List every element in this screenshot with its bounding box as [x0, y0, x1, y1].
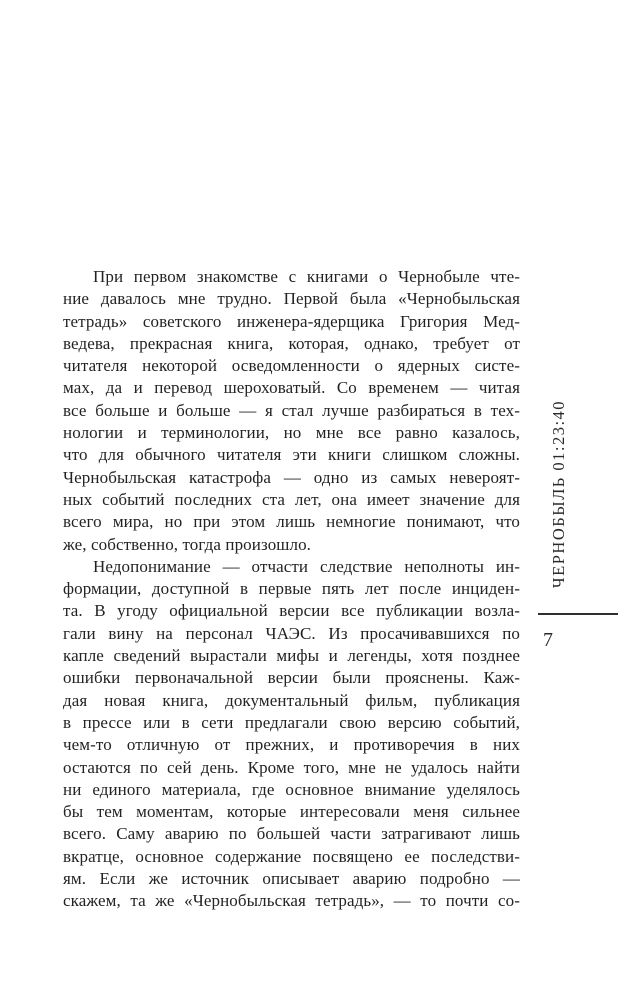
text-line: гали вину на персонал ЧАЭС. Из просачивавшихся по: [63, 623, 520, 643]
body-text: [63, 266, 520, 913]
text-line: ных событий последних ста лет, она имеет значение для: [63, 489, 520, 509]
text-line: читателя некоторой осведомленности о ядерных систе-: [63, 356, 520, 376]
text-line: тетрадь» советского инженера-ядерщика Григория Мед-: [63, 311, 520, 331]
text-line: все больше и больше — я стал лучше разбираться в тех-: [63, 400, 520, 420]
text-line: ни единого материала, где основное внимание уделялось: [63, 779, 520, 799]
text-line: всего мира, но при этом лишь немногие понимают, что: [63, 512, 520, 532]
text-line: что для обычного читателя эти книги слишком сложны.: [63, 445, 520, 465]
text-line: вкратце, основное содержание посвящено ее последстви-: [63, 846, 520, 866]
text-line: остаются по сей день. Кроме того, мне не удалось найти: [63, 757, 520, 777]
text-line: капле сведений вырастали мифы и легенды, хотя позднее: [63, 646, 520, 666]
margin-divider: [538, 613, 618, 615]
text-line: бы тем моментам, которые интересовали меня сильнее: [63, 802, 520, 822]
margin-title-label: ЧЕРНОБЫЛЬ 01:23:40: [549, 399, 568, 589]
text-line: Чернобыльская катастрофа — одно из самых невероят-: [63, 467, 520, 487]
text-line: же, собственно, тогда произошло.: [63, 534, 312, 554]
margin-title: [549, 379, 571, 609]
text-line: ведева, прекрасная книга, которая, однако, требует от: [63, 333, 520, 353]
text-line: в прессе или в сети предлагали свою версию событий,: [63, 712, 520, 732]
text-line: ошибки первоначальной версии были прояснены. Каж-: [63, 668, 520, 688]
page-number: 7: [543, 629, 553, 651]
text-line: мах, да и перевод шероховатый. Со временем — читая: [63, 378, 520, 398]
text-line: При первом знакомстве с книгами о Чернобыле чте-: [93, 267, 520, 286]
text-line: скажем, та же «Чернобыльская тетрадь», — то почти со-: [63, 891, 520, 911]
text-line: чем-то отличную от прежних, и противоречия в них: [63, 735, 520, 755]
text-line: Недопонимание — отчасти следствие неполноты ин-: [93, 556, 520, 576]
text-line: ние давалось мне трудно. Первой была «Чернобыльская: [63, 289, 520, 309]
text-line: нологии и терминологии, но мне все равно казалось,: [63, 423, 520, 443]
text-line: та. В угоду официальной версии все публикации возла-: [63, 601, 520, 621]
text-line: дая новая книга, документальный фильм, публикация: [63, 690, 520, 710]
text-line: формации, доступной в первые пять лет после инциден-: [63, 579, 520, 599]
text-line: ям. Если же источник описывает аварию подробно —: [63, 869, 520, 889]
text-line: всего. Саму аварию по большей части затрагивают лишь: [63, 824, 520, 844]
